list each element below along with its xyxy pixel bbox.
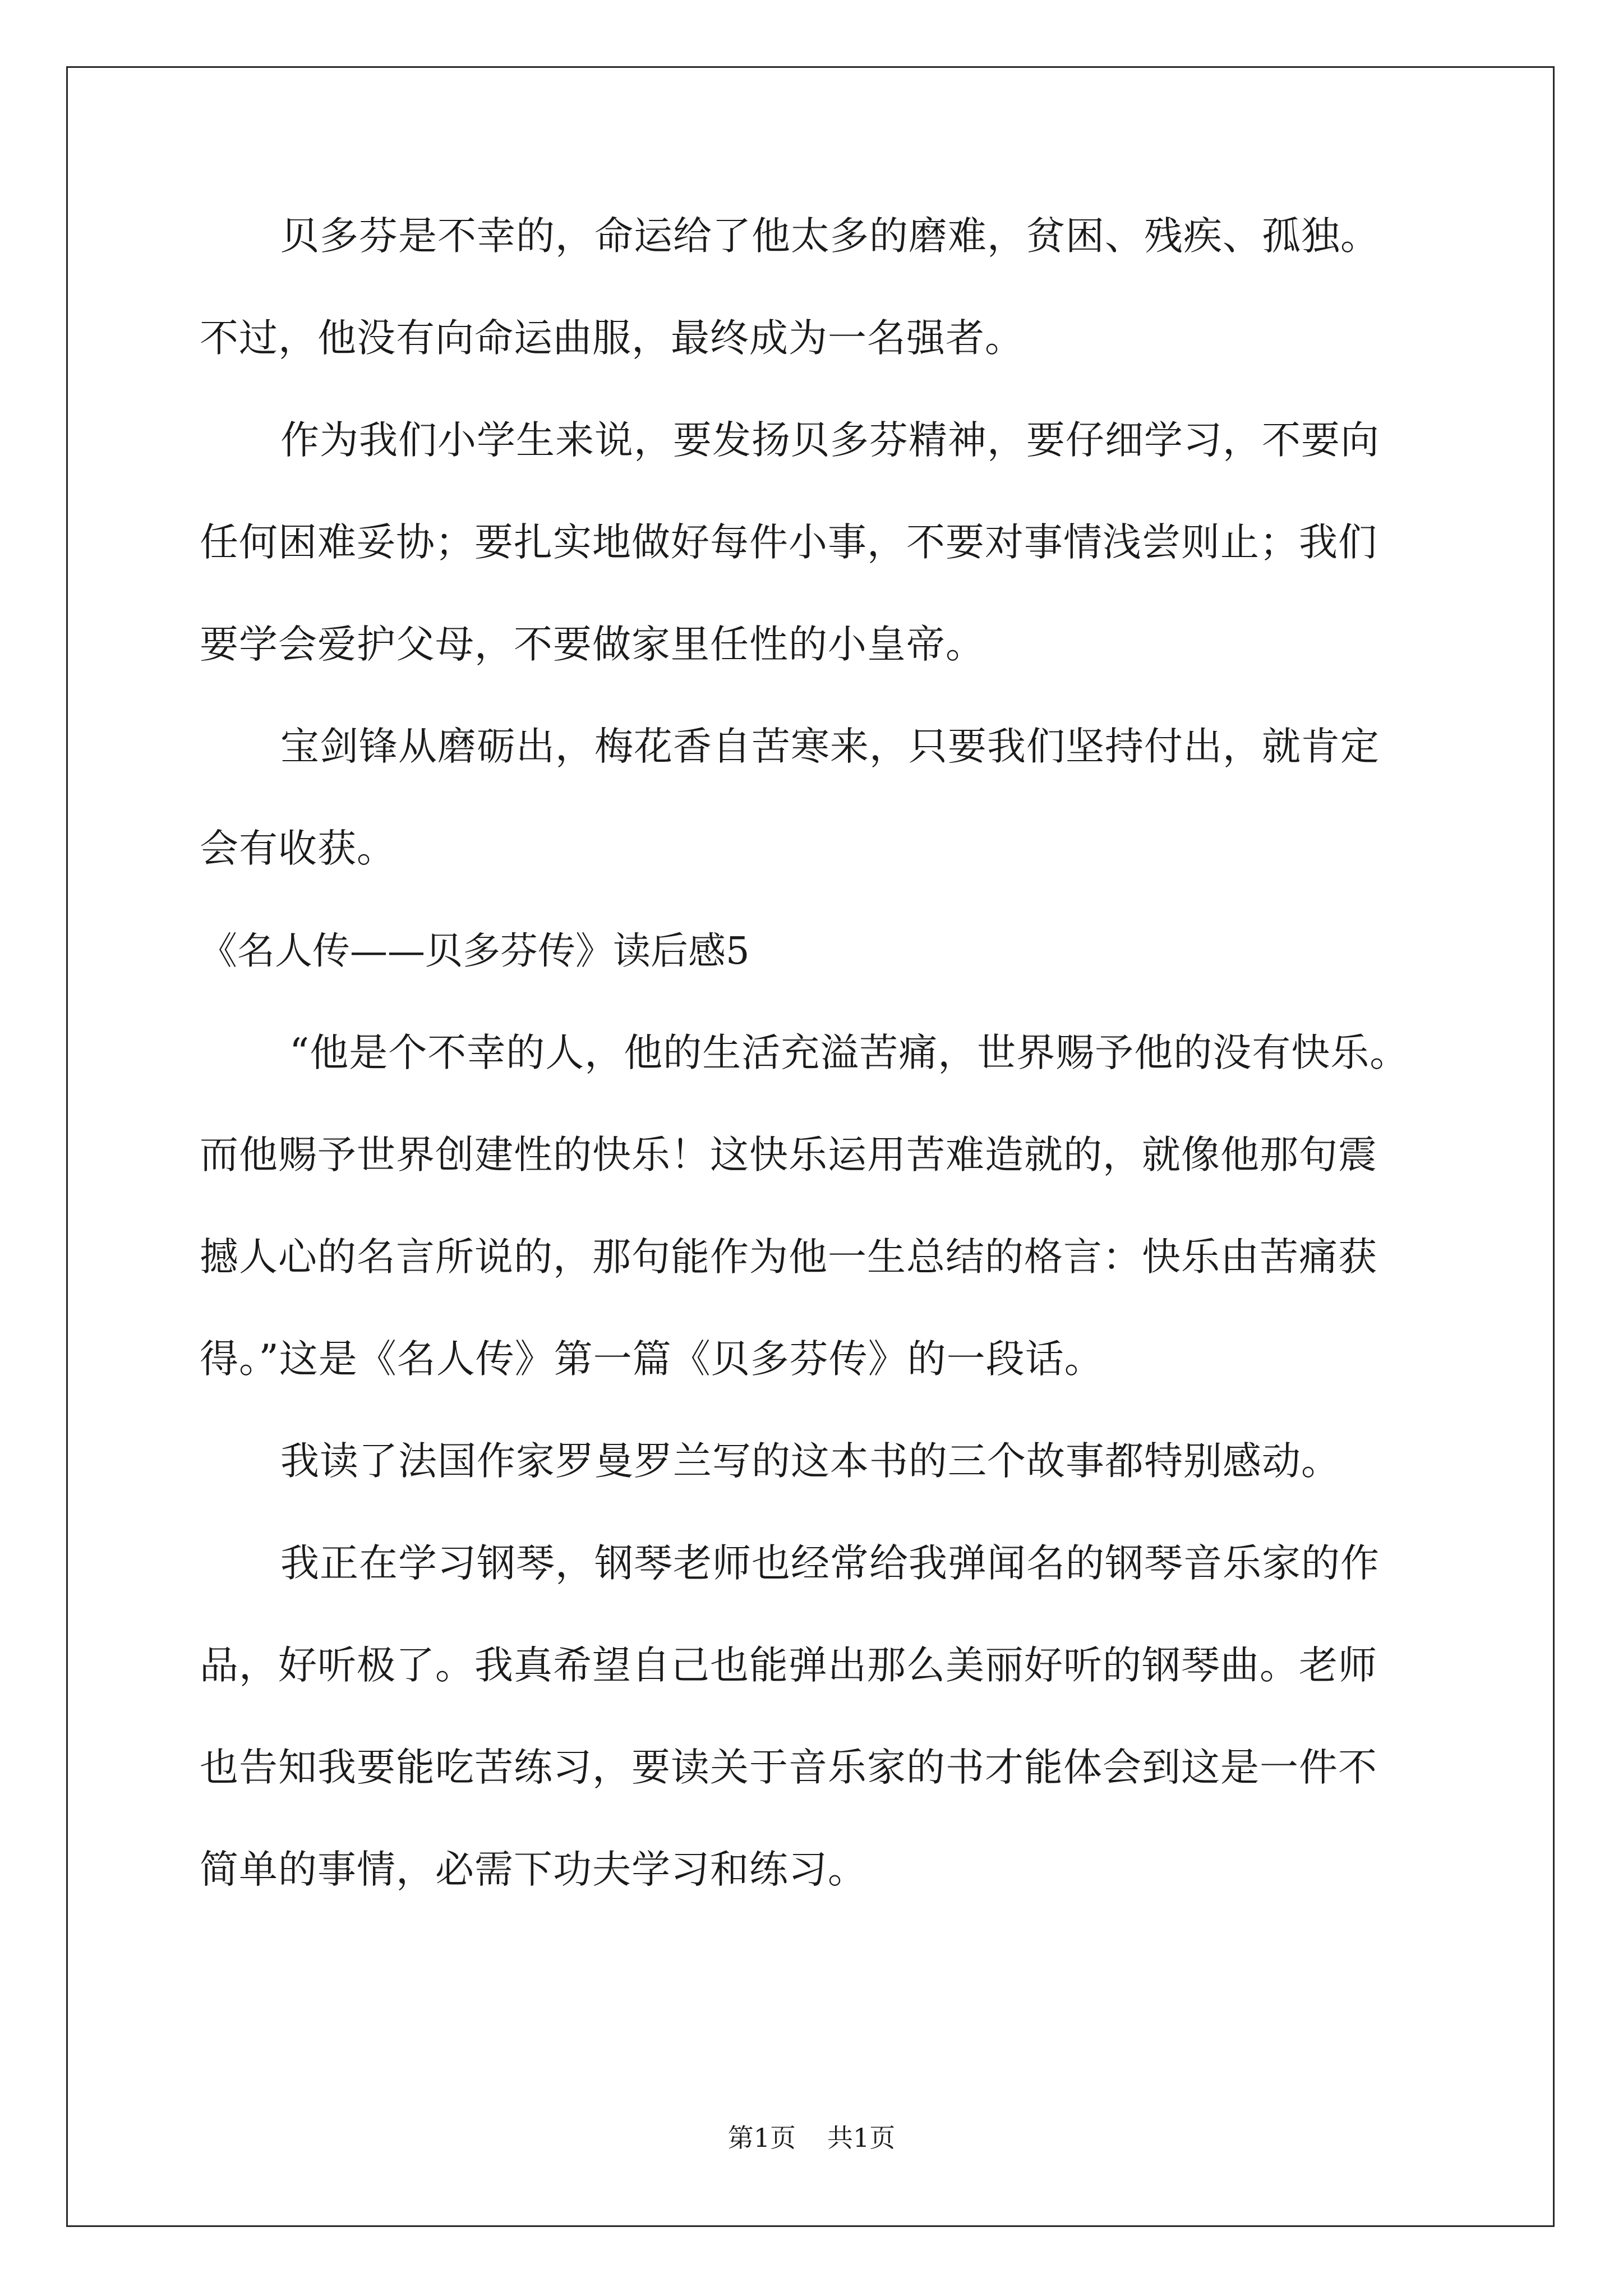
paragraph-line: 品，好听极了。我真希望自己也能弹出那么美丽好听的钢琴曲。老师 <box>200 1643 1377 1688</box>
paragraph-line: 宝剑锋从磨砺出，梅花香自苦寒来，只要我们坚持付出，就肯定 <box>280 724 1380 769</box>
paragraph-line: 而他赐予世界创建性的快乐！这快乐运用苦难造就的，就像他那句震 <box>200 1133 1377 1177</box>
paragraph-line: 简单的事情，必需下功夫学习和练习。 <box>200 1847 867 1892</box>
page-total: 共1页 <box>827 2123 896 2153</box>
paragraph-line: 得。”这是《名人传》第一篇《贝多芬传》的一段话。 <box>200 1337 1104 1382</box>
paragraph-line: 贝多芬是不幸的，命运给了他太多的磨难，贫困、残疾、孤独。 <box>280 214 1380 259</box>
page-footer <box>0 2118 1623 2155</box>
paragraph-line: 我读了法国作家罗曼罗兰写的这本书的三个故事都特别感动。 <box>280 1439 1340 1484</box>
paragraph-line: 不过，他没有向命运曲服，最终成为一名强者。 <box>200 316 1024 361</box>
document-body <box>200 185 1433 1921</box>
paragraph-line: 作为我们小学生来说，要发扬贝多芬精神，要仔细学习，不要向 <box>280 418 1380 463</box>
paragraph-line: 撼人心的名言所说的，那句能作为他一生总结的格言：快乐由苦痛获 <box>200 1235 1377 1280</box>
paragraph-line: 我正在学习钢琴，钢琴老师也经常给我弹闻名的钢琴音乐家的作 <box>280 1541 1380 1586</box>
paragraph-line: 会有收获。 <box>200 826 396 871</box>
page-number: 第1页 <box>727 2123 796 2153</box>
paragraph-line: 也告知我要能吃苦练习，要读关于音乐家的书才能体会到这是一件不 <box>200 1745 1377 1790</box>
paragraph-line: 要学会爱护父母，不要做家里任性的小皇帝。 <box>200 622 985 667</box>
paragraph-line: “他是个不幸的人，他的生活充溢苦痛，世界赐予他的没有快乐。 <box>289 1030 1409 1075</box>
section-heading: 《名人传——贝多芬传》读后感5 <box>200 929 750 973</box>
paragraph-line: 任何困难妥协；要扎实地做好每件小事，不要对事情浅尝则止；我们 <box>200 520 1377 565</box>
